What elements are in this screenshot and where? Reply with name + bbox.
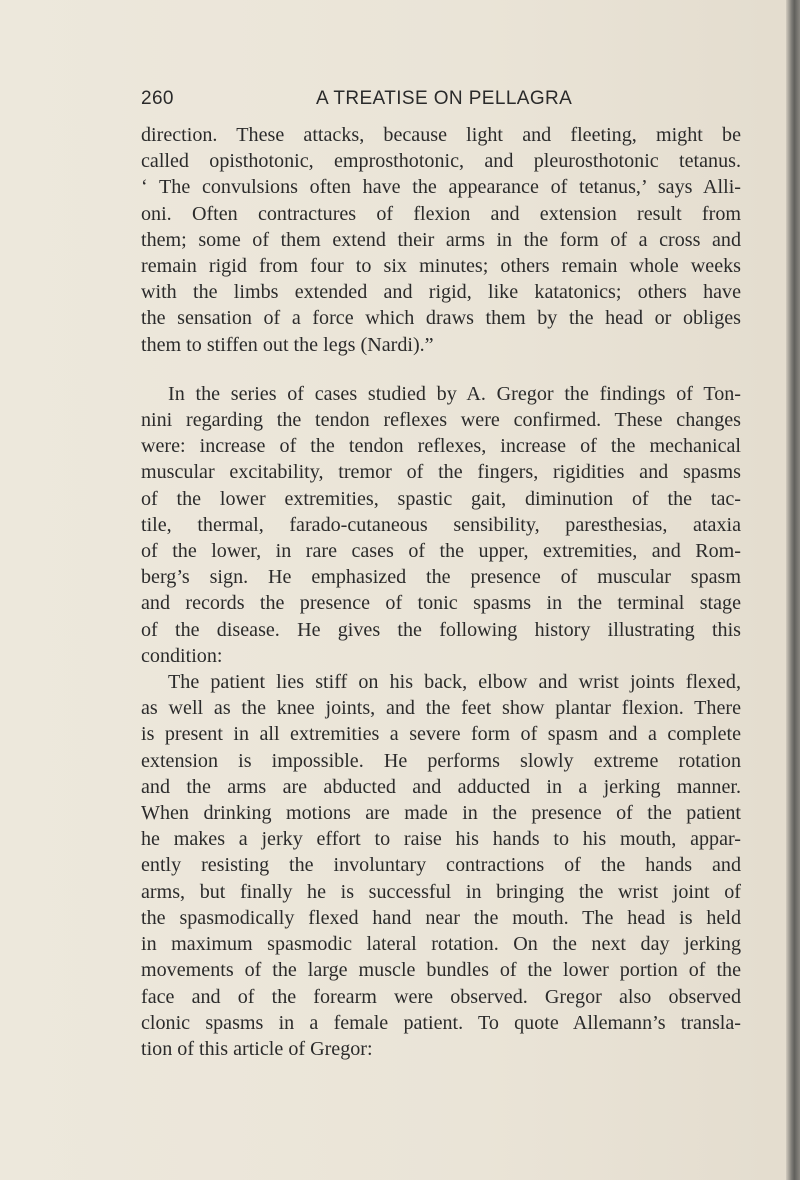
text-line: nini regarding the tendon reflexes were confirmed. These changes: [141, 409, 741, 432]
text-line: ‘ The convulsions often have the appearance of tetanus,’ says Alli-: [141, 176, 741, 199]
text-line: of the disease. He gives the following history illustrating this: [141, 618, 741, 641]
text-line: When drinking motions are made in the presence of the patient: [141, 802, 741, 825]
text-line: the spasmodically flexed hand near the mouth. The head is held: [141, 906, 741, 929]
text-line: berg’s sign. He emphasized the presence of muscular spasm: [141, 566, 741, 589]
text-line: he makes a jerky effort to raise his hands to his mouth, appar-: [141, 828, 741, 851]
paragraph-2: [141, 381, 741, 669]
text-line: extension is impossible. He performs slowly extreme rotation: [141, 749, 741, 772]
text-line: movements of the large muscle bundles of the lower portion of the: [141, 959, 741, 982]
text-line: condition:: [141, 644, 223, 667]
text-line: as well as the knee joints, and the feet show plantar flexion. There: [141, 697, 741, 720]
running-title: A TREATISE ON PELLAGRA: [316, 88, 573, 109]
text-line: with the limbs extended and rigid, like katatonics; others have: [141, 281, 741, 304]
text-line: the sensation of a force which draws them by the head or obliges: [141, 307, 741, 330]
text-line: remain rigid from four to six minutes; others remain whole weeks: [141, 255, 741, 278]
text-line: The patient lies stiff on his back, elbow and wrist joints flexed,: [168, 671, 741, 694]
running-head: [141, 88, 739, 118]
text-line: arms, but finally he is successful in bringing the wrist joint of: [141, 880, 741, 903]
text-line: were: increase of the tendon reflexes, increase of the mechanical: [141, 435, 741, 458]
page-number: 260: [141, 88, 174, 109]
text-line: and the arms are abducted and adducted in a jerking manner.: [141, 775, 741, 798]
paragraph-3: [141, 669, 741, 1062]
text-line: direction. These attacks, because light and fleeting, might be: [141, 124, 741, 146]
text-line: oni. Often contractures of flexion and extension result from: [141, 202, 741, 225]
text-line: in maximum spasmodic lateral rotation. On the next day jerking: [141, 933, 741, 956]
text-line: and records the presence of tonic spasms in the terminal stage: [141, 592, 741, 615]
text-line: face and of the forearm were observed. Gregor also observed: [141, 985, 741, 1008]
text-line: is present in all extremities a severe form of spasm and a complete: [141, 723, 741, 746]
text-line: tile, thermal, farado-cutaneous sensibility, paresthesias, ataxia: [141, 513, 741, 536]
text-line: muscular excitability, tremor of the fingers, rigidities and spasms: [141, 461, 741, 484]
body-text: [141, 122, 741, 1062]
page-binding-edge: [786, 0, 800, 1180]
paragraph-gap: [141, 358, 741, 381]
text-line: In the series of cases studied by A. Gregor the findings of Ton-: [168, 382, 741, 405]
text-line: of the lower extremities, spastic gait, diminution of the tac-: [141, 487, 741, 510]
text-line: them; some of them extend their arms in the form of a cross and: [141, 228, 741, 251]
text-line: tion of this article of Gregor:: [141, 1037, 373, 1060]
text-line: ently resisting the involuntary contractions of the hands and: [141, 854, 741, 877]
paragraph-1: [141, 122, 741, 358]
text-line: called opisthotonic, emprosthotonic, and pleurosthotonic tetanus.: [141, 150, 741, 173]
text-line: clonic spasms in a female patient. To quote Allemann’s transla-: [141, 1011, 741, 1034]
text-line: of the lower, in rare cases of the upper, extremities, and Rom-: [141, 540, 741, 563]
text-line: them to stiffen out the legs (Nardi).”: [141, 333, 434, 356]
